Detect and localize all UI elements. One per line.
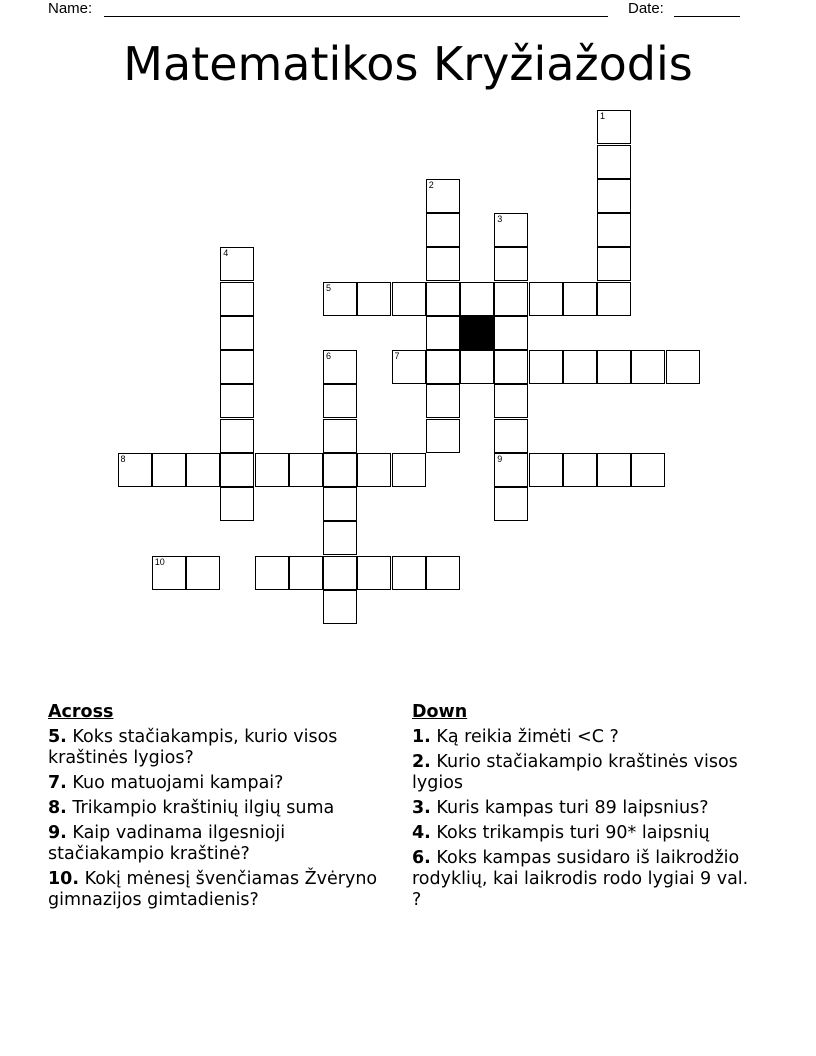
- across-clue: [48, 798, 388, 819]
- grid-cell[interactable]: [426, 419, 460, 453]
- clue-number: 5: [326, 282, 332, 293]
- down-clues: [412, 702, 762, 915]
- clue-text: Koks trikampis turi 90* laipsnių: [436, 823, 710, 843]
- down-heading: Down: [412, 702, 468, 722]
- grid-cell[interactable]: [255, 556, 289, 590]
- grid-cell[interactable]: [220, 487, 254, 521]
- grid-cell[interactable]: [494, 487, 528, 521]
- grid-cell[interactable]: [357, 453, 391, 487]
- grid-cell[interactable]: [289, 556, 323, 590]
- clue-text: Trikampio kraštinių ilgių suma: [72, 798, 335, 818]
- clue-number: 1: [600, 111, 606, 122]
- grid-cell[interactable]: [426, 282, 460, 316]
- grid-cell[interactable]: [631, 350, 665, 384]
- grid-cell[interactable]: [152, 556, 186, 590]
- grid-cell[interactable]: [494, 316, 528, 350]
- grid-cell[interactable]: [597, 247, 631, 281]
- grid-cell[interactable]: [563, 453, 597, 487]
- clue-text: Koks stačiakampis, kurio visos kraštinės lygios?: [48, 727, 338, 768]
- grid-cell[interactable]: [426, 179, 460, 213]
- grid-cell[interactable]: [323, 282, 357, 316]
- clue-num: 8.: [48, 798, 67, 818]
- grid-cell[interactable]: [323, 419, 357, 453]
- across-clue: [48, 869, 388, 911]
- grid-cell[interactable]: [597, 145, 631, 179]
- grid-cell[interactable]: [529, 350, 563, 384]
- grid-cell[interactable]: [494, 453, 528, 487]
- clue-text: Kuo matuojami kampai?: [72, 773, 284, 793]
- grid-cell[interactable]: [186, 556, 220, 590]
- grid-cell[interactable]: [597, 213, 631, 247]
- clue-number: 4: [223, 248, 229, 259]
- grid-cell[interactable]: [289, 453, 323, 487]
- clue-text: Ką reikia žimėti <C ?: [436, 727, 619, 747]
- clue-number: 2: [428, 179, 434, 190]
- down-clue: [412, 727, 762, 748]
- grid-cell[interactable]: [426, 350, 460, 384]
- clue-num: 9.: [48, 823, 67, 843]
- grid-cell[interactable]: [631, 453, 665, 487]
- clue-number: 10: [154, 556, 165, 567]
- across-clue: [48, 727, 388, 769]
- grid-cell[interactable]: [323, 590, 357, 624]
- grid-cell[interactable]: [563, 282, 597, 316]
- clue-num: 6.: [412, 848, 431, 868]
- clue-text: Kokį mėnesį švenčiamas Žvėryno gimnazijos gimtadienis?: [48, 869, 378, 910]
- grid-cell[interactable]: [220, 316, 254, 350]
- grid-cell[interactable]: [597, 282, 631, 316]
- grid-cell[interactable]: [494, 213, 528, 247]
- grid-cell[interactable]: [426, 556, 460, 590]
- clue-num: 5.: [48, 727, 67, 747]
- clue-text: Kurio stačiakampio kraštinės visos lygios: [412, 752, 738, 793]
- name-label: Name:: [48, 0, 93, 17]
- grid-cell[interactable]: [597, 179, 631, 213]
- page-title: Matematikos Kryžiažodis: [123, 37, 693, 91]
- clue-num: 7.: [48, 773, 67, 793]
- grid-cell[interactable]: [597, 453, 631, 487]
- grid-cell[interactable]: [220, 350, 254, 384]
- grid-cell[interactable]: [357, 556, 391, 590]
- grid-cell[interactable]: [118, 453, 152, 487]
- down-clue: [412, 752, 762, 794]
- clue-number: 7: [394, 351, 400, 361]
- grid-cell[interactable]: [426, 384, 460, 418]
- grid-cell[interactable]: [255, 453, 289, 487]
- grid-cell[interactable]: [597, 110, 631, 144]
- date-label: Date:: [628, 0, 664, 17]
- down-clue: [412, 823, 762, 844]
- grid-cell[interactable]: [323, 487, 357, 521]
- grid-cell[interactable]: [426, 247, 460, 281]
- across-clue: [48, 823, 388, 865]
- down-clue: [412, 848, 762, 911]
- grid-cell[interactable]: [460, 350, 494, 384]
- clue-number: 9: [497, 453, 503, 464]
- clue-text: Kaip vadinama ilgesnioji stačiakampio kraštinė?: [48, 823, 286, 864]
- across-clue: [48, 773, 388, 794]
- grid-cell[interactable]: [323, 521, 357, 555]
- grid-cell[interactable]: [220, 419, 254, 453]
- grid-cell[interactable]: [323, 350, 357, 384]
- grid-cell[interactable]: [460, 282, 494, 316]
- grid-cell[interactable]: [494, 419, 528, 453]
- clue-num: 3.: [412, 798, 431, 818]
- clue-num: 10.: [48, 869, 80, 889]
- grid-cell[interactable]: [494, 247, 528, 281]
- clue-text: Kuris kampas turi 89 laipsnius?: [436, 798, 709, 818]
- grid-cell[interactable]: [152, 453, 186, 487]
- clue-num: 2.: [412, 752, 431, 772]
- grid-cell[interactable]: [220, 247, 254, 281]
- grid-cell[interactable]: [563, 350, 597, 384]
- grid-cell[interactable]: [529, 282, 563, 316]
- grid-cell[interactable]: [426, 213, 460, 247]
- clue-num: 1.: [412, 727, 431, 747]
- grid-cell[interactable]: [323, 556, 357, 590]
- grid-cell[interactable]: [220, 282, 254, 316]
- grid-cell[interactable]: [323, 453, 357, 487]
- across-clues: [48, 702, 388, 915]
- grid-cell[interactable]: [494, 384, 528, 418]
- grid-cell[interactable]: [392, 453, 426, 487]
- grid-block: [460, 316, 494, 350]
- grid-cell[interactable]: [529, 453, 563, 487]
- clue-text: Koks kampas susidaro iš laikrodžio rodyklių, kai laikrodis rodo lygiai 9 val. ?: [412, 848, 749, 910]
- grid-cell[interactable]: [426, 316, 460, 350]
- grid-cell[interactable]: [392, 556, 426, 590]
- grid-cell[interactable]: [186, 453, 220, 487]
- clue-number: 6: [326, 351, 332, 361]
- clue-num: 4.: [412, 823, 431, 843]
- grid-cell[interactable]: [597, 350, 631, 384]
- clue-number: 8: [120, 453, 126, 464]
- grid-cell[interactable]: [392, 282, 426, 316]
- grid-cell[interactable]: [220, 453, 254, 487]
- grid-cell[interactable]: [666, 350, 700, 384]
- grid-cell[interactable]: [323, 384, 357, 418]
- grid-cell[interactable]: [392, 350, 426, 384]
- grid-cell[interactable]: [494, 350, 528, 384]
- across-heading: Across: [48, 702, 114, 722]
- down-clue: [412, 798, 762, 819]
- grid-cell[interactable]: [220, 384, 254, 418]
- clue-number: 3: [497, 214, 503, 224]
- grid-cell[interactable]: [494, 282, 528, 316]
- grid-cell[interactable]: [357, 282, 391, 316]
